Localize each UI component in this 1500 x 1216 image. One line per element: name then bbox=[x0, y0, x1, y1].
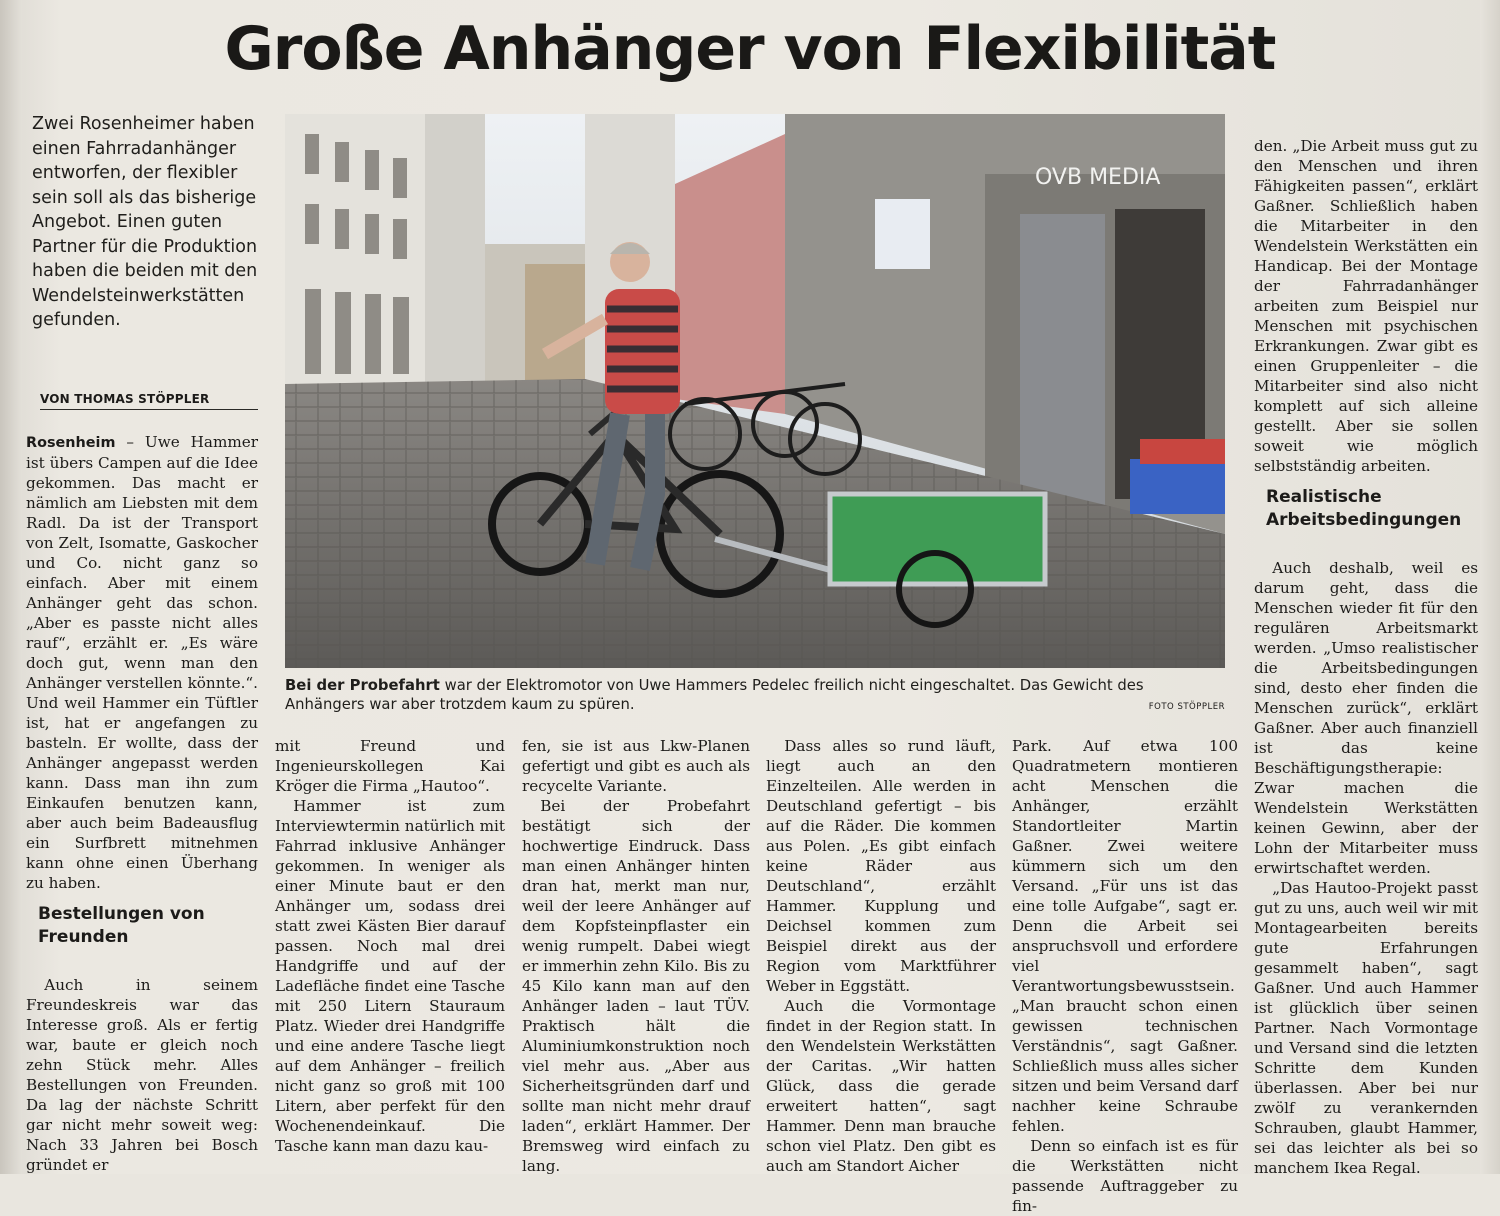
article-photo bbox=[285, 114, 1225, 668]
paragraph: fen, sie ist aus Lkw-Planen gefertigt und gibt es auch als recycelte Variante. bbox=[522, 737, 750, 795]
paragraph: Bei der Probefahrt bestätigt sich der hochwertige Eindruck. Dass man einen Anhänger hinten dran hat, merkt man nur, weil der leere Anhänger auf dem Kopfsteinpflaster ein wenig rumpelt. Dabei wiegt er immerhin zehn Kilo. Bis zu 45 Kilo kann man auf den Anhänger laden – laut TÜV. Praktisch hält die Aluminiumkonstruktion noch viel mehr aus. „Aber aus Sicherheitsgründen darf und sollte man nicht mehr drauf laden“, erklärt Hammer. Der Bremsweg wird einfach zu lang. bbox=[522, 797, 750, 1175]
dateline: Rosenheim bbox=[26, 435, 116, 451]
photo-credit: FOTO STÖPPLER bbox=[1148, 702, 1225, 712]
paragraph: mit Freund und Ingenieurskollegen Kai Kröger die Firma „Hautoo“. bbox=[275, 737, 505, 795]
teaser-intro: Zwei Rosenheimer haben einen Fahrradanhänger entworfen, der flexibler sein soll als das bisherige Angebot. Einen guten Partner für die Produktion haben die beiden mit den Wendelsteinwerkstätten gefunden. bbox=[32, 114, 258, 330]
paragraph: Denn so einfach ist es für die Werkstätten nicht passende Auftraggeber zu fin- bbox=[1012, 1137, 1238, 1215]
text-column-2 bbox=[275, 736, 505, 1156]
page-shadow-left bbox=[0, 0, 22, 1174]
text-column-3 bbox=[522, 736, 750, 1176]
paragraph: Park. Auf etwa 100 Quadratmetern montieren acht Menschen die Anhänger, erzählt Standortleiter Martin Gaßner. Zwei weitere kümmern sich um den Versand. „Für uns ist das eine tolle Aufgabe“, sagt er. Denn die Arbeit sei anspruchsvoll und erfordere viel Verantwortungsbewusstsein. „Man braucht schon einen gewissen technischen Verständnis“, sagt Gaßner. Schließlich muss alles sicher sitzen und beim Versand darf nachher keine Schraube fehlen. bbox=[1012, 737, 1238, 1135]
byline: VON THOMAS STÖPPLER bbox=[40, 392, 258, 410]
subheading: Bestellungen von Freunden bbox=[38, 904, 205, 947]
paragraph: „Das Hautoo-Projekt passt gut zu uns, auch weil wir mit Montagearbeiten bereits gute Erfahrungen gesammelt haben“, sagt Gaßner. Und auch Hammer ist glücklich über seinen Partner. Nach Vormontage und Versand sind die letzten Schritte dem Kunden überlassen. Aber bei nur zwölf zu verankernden Schrauben, glaubt Hammer, sei das leichter als bei so manchem Ikea Regal. bbox=[1254, 879, 1478, 1177]
paragraph: Hammer ist zum Interviewtermin natürlich mit Fahrrad inklusive Anhänger gekommen. In weniger als einer Minute baut er den Anhänger um, sodass drei statt zwei Kästen Bier darauf passen. Noch mal drei Handgriffe und auf der Ladefläche findet eine Tasche mit 250 Litern Stauraum Platz. Wieder drei Handgriffe und eine andere Tasche liegt auf dem Anhänger – freilich nicht ganz so groß mit 100 Litern, aber perfekt für den Wochenendeinkauf. Die Tasche kann man dazu kau- bbox=[275, 797, 505, 1155]
building-sign: OVB MEDIA bbox=[1035, 165, 1161, 190]
paragraph: Dass alles so rund läuft, liegt auch an den Einzelteilen. Alle werden in Deutschland gefertigt – bis auf die Räder. Die kommen aus Polen. „Es gibt einfach keine Räder aus Deutschland“, erzählt Hammer. Kupplung und Deichsel kommen zum Beispiel direkt aus der Region vom Marktführer Weber in Eggstätt. bbox=[766, 737, 996, 995]
text-column-1 bbox=[26, 432, 258, 1175]
paragraph: Auch deshalb, weil es darum geht, dass die Menschen wieder fit für den regulären Arbeitsmarkt werden. „Umso realistischer die Arbeitsbedingungen sind, desto eher finden die Menschen zurück“, erklärt Gaßner. Aber auch finanziell ist das keine Beschäftigungstherapie: Zwar machen die Wendelstein Werkstätten keinen Gewinn, aber der Lohn der Mitarbeiter muss erwirtschaftet werden. bbox=[1254, 559, 1478, 877]
paragraph: Auch in seinem Freundeskreis war das Interesse groß. Als er fertig war, baute er gleich noch zehn Stück mehr. Alles Bestellungen von Freunden. Da lag der nächste Schritt gar nicht mehr soweit weg: Nach 33 Jahren bei Bosch gründet er bbox=[26, 976, 258, 1174]
caption-lead: Bei der Probefahrt bbox=[285, 677, 440, 694]
street-scene-illustration bbox=[285, 114, 1225, 668]
paragraph: – Uwe Hammer ist übers Campen auf die Idee gekommen. Das macht er nämlich am Liebsten mit dem Radl. Da ist der Transport von Zelt, Isomatte, Gaskocher und Co. nicht ganz so einfach. Aber mit einem Anhänger geht das schon. „Aber es passte nicht alles rauf“, erzählt er. „Es wäre doch gut, wenn man den Anhänger verstellen könnte.“. Und weil Hammer ein Tüftler ist, hat er angefangen zu basteln. Er wollte, dass der Anhänger angepasst werden kann. Dass man ihn zum Einkaufen benutzen kann, aber auch beim Badeausflug ein Surfbrett mitnehmen kann ohne einen Überhang zu haben. bbox=[26, 433, 258, 892]
photo-caption bbox=[285, 676, 1225, 714]
headline: Große Anhänger von Flexibilität bbox=[224, 14, 1276, 84]
text-column-6 bbox=[1254, 136, 1478, 1178]
paragraph: den. „Die Arbeit muss gut zu den Menschen und ihren Fähigkeiten passen“, erklärt Gaßner. Schließlich haben die Mitarbeiter in den Wendelstein Werkstätten ein Handicap. Bei der Montage der Fahrradanhänger arbeiten zum Beispiel nur Menschen mit psychischen Erkrankungen. Zwar gibt es einen Gruppenleiter – die Mitarbeiter sind also nicht komplett auf sich alleine gestellt. Aber sie sollen soweit wie möglich selbstständig arbeiten. bbox=[1254, 137, 1478, 475]
blue-crate bbox=[1130, 459, 1225, 514]
caption-text: war der Elektromotor von Uwe Hammers Pedelec freilich nicht eingeschaltet. Das Gewicht des Anhängers war aber trotzdem kaum zu spüren. bbox=[285, 677, 1144, 713]
page-shadow-right bbox=[1480, 0, 1500, 1174]
text-column-5 bbox=[1012, 736, 1238, 1216]
text-column-4 bbox=[766, 736, 996, 1176]
subheading: Realistische Arbeitsbedingungen bbox=[1266, 487, 1462, 530]
paragraph: Auch die Vormontage findet in der Region statt. In den Wendelstein Werkstätten der Caritas. „Wir hatten Glück, dass die gerade erweitert hatten“, sagt Hammer. Denn man brauche schon viel Platz. Den gibt es auch am Standort Aicher bbox=[766, 997, 996, 1175]
